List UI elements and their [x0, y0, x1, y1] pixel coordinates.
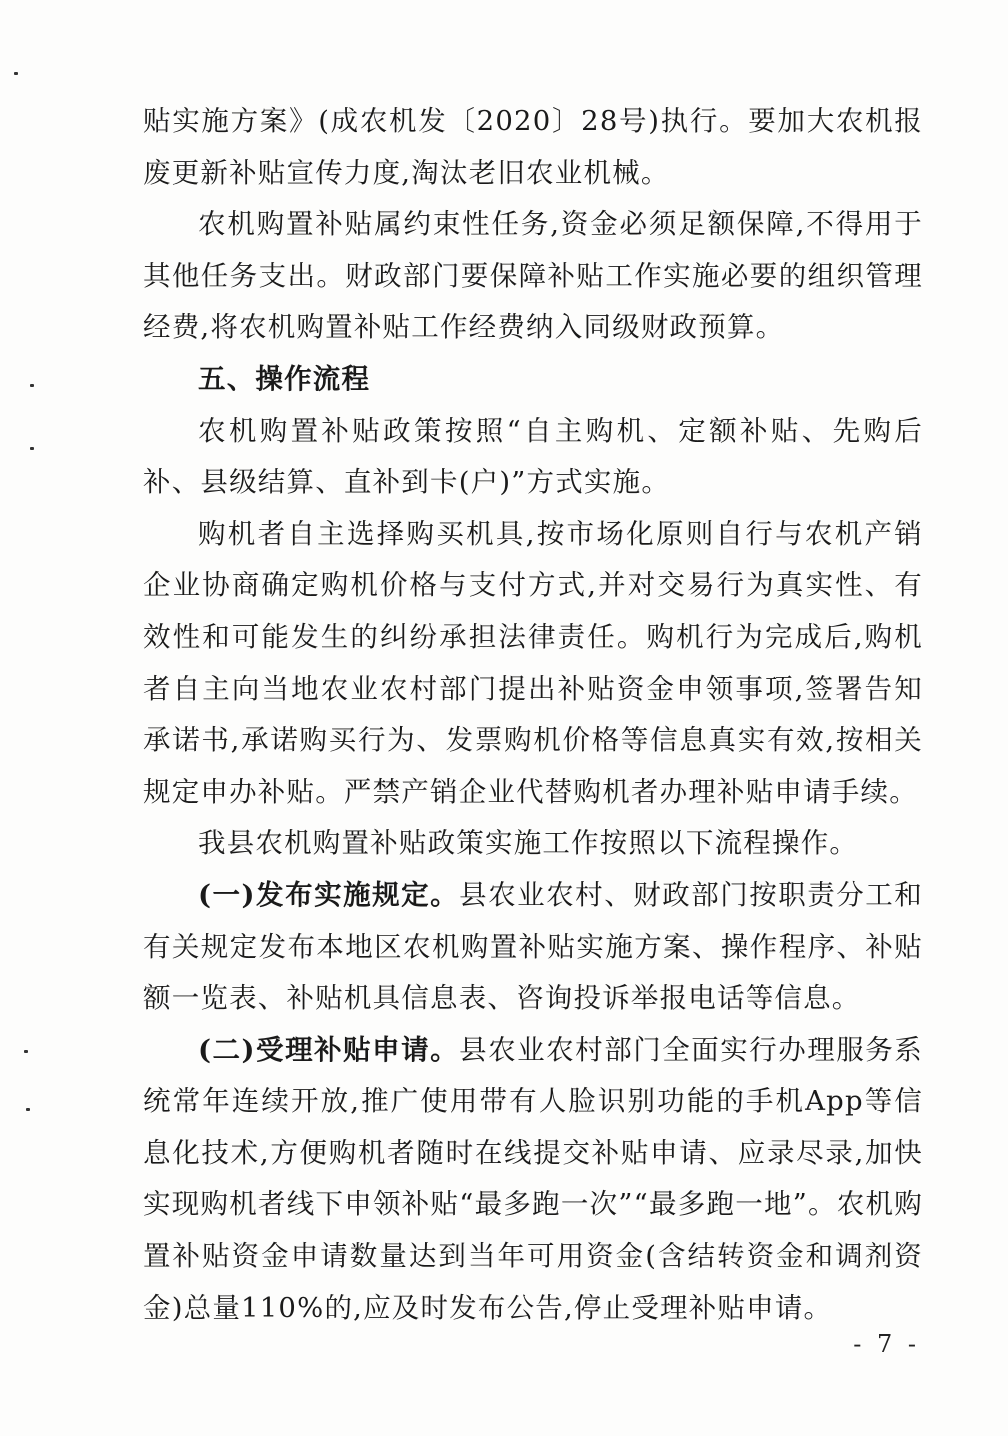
paragraph-continuation: 贴实施方案》(成农机发〔2020〕28号)执行。要加大农机报废更新补贴宣传力度,淘汰老旧农业机械。 — [143, 105, 923, 189]
paragraph-subsidy-funding: 农机购置补贴属约束性任务,资金必须足额保障,不得用于其他任务支出。财政部门要保障补贴工作实施必要的组织管理经费,将农机购置补贴工作经费纳入同级财政预算。 — [143, 208, 923, 344]
document-body — [143, 96, 923, 1334]
scan-mark — [26, 1108, 30, 1111]
scan-mark — [14, 72, 18, 75]
step-text: 县农业农村、财政部门按职责分工和有关规定发布本地区农机购置补贴实施方案、操作程序、补贴额一览表、补贴机具信息表、咨询投诉举报电话等信息。 — [143, 878, 923, 1015]
paragraph-purchaser-responsibility: 购机者自主选择购买机具,按市场化原则自行与农机产销企业协商确定购机价格与支付方式,并对交易行为真实性、有效性和可能发生的纠纷承担法律责任。购机行为完成后,购机者自主向当地农业农村部门提出补贴资金申领事项,签署告知承诺书,承诺购买行为、发票购机价格等信息真实有效,按相关规定申办补贴。严禁产销企业代替购机者办理补贴申请手续。 — [143, 517, 923, 808]
step-publish-rules — [143, 870, 923, 1025]
step-lead: (二)受理补贴申请。 — [198, 1033, 460, 1066]
paragraph-process-intro: 我县农机购置补贴政策实施工作按照以下流程操作。 — [198, 827, 859, 860]
scan-mark — [30, 447, 34, 450]
scan-mark — [30, 384, 34, 387]
paragraph-policy-mode: 农机购置补贴政策按照“自主购机、定额补贴、先购后补、县级结算、直补到卡(户)”方式实施。 — [143, 414, 923, 499]
scan-mark — [24, 1050, 28, 1053]
step-accept-applications — [143, 1025, 923, 1335]
section-heading: 五、操作流程 — [198, 362, 371, 395]
page-number: - 7 - — [853, 1330, 920, 1358]
step-lead: (一)发布实施规定。 — [198, 878, 460, 911]
step-text: 县农业农村部门全面实行办理服务系统常年连续开放,推广使用带有人脸识别功能的手机App等信息化技术,方便购机者随时在线提交补贴申请、应录尽录,加快实现购机者线下申领补贴“最多跑一次”“最多跑一地”。农机购置补贴资金申请数量达到当年可用资金(含结转资金和调剂资金)总量110%的,应及时发布公告,停止受理补贴申请。 — [143, 1033, 924, 1324]
